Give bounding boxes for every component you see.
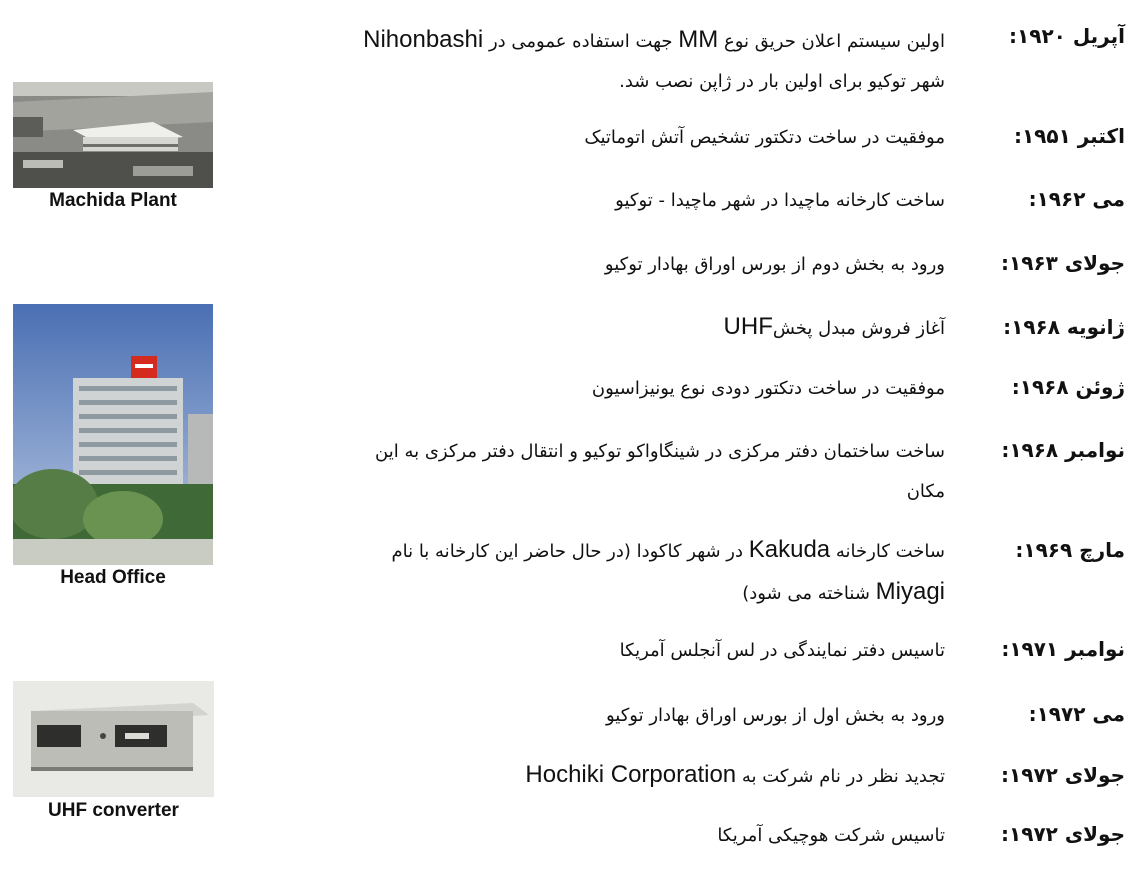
text-part: آغاز فروش مبدل پخش — [772, 318, 945, 339]
uhf-converter-caption: UHF converter — [48, 800, 179, 821]
text-part: تجدید نظر در نام شرکت به — [736, 766, 945, 787]
text-part: ساخت کارخانه — [830, 541, 945, 562]
office-building-photo — [13, 304, 213, 565]
latin-term: Miyagi — [875, 578, 945, 605]
timeline-date: آپریل ۱۹۲۰: — [1009, 24, 1125, 48]
timeline-text: تاسیس دفتر نمایندگی در لس آنجلس آمریکا — [619, 640, 945, 661]
timeline-text: ساخت ساختمان دفتر مرکزی در شینگاواکو توکیو و انتقال دفتر مرکزی به این مکان — [375, 441, 945, 502]
latin-term: UHF — [723, 313, 773, 340]
factory-photo — [13, 82, 213, 188]
text-part: در شهر کاکودا (در حال حاضر این کارخانه با نام — [391, 541, 749, 562]
timeline-date: جولای ۱۹۷۲: — [1001, 763, 1125, 787]
timeline-text: موفقیت در ساخت دتکتور تشخیص آتش اتوماتیک — [584, 127, 945, 148]
timeline-text: موفقیت در ساخت دتکتور دودی نوع یونیزاسیون — [591, 378, 945, 399]
text-part: شهر توکیو برای اولین بار در ژاپن نصب شد. — [619, 71, 945, 92]
timeline-date: ژوئن ۱۹۶۸: — [1011, 375, 1125, 399]
timeline-text: تاسیس شرکت هوچیکی آمریکا — [717, 825, 945, 846]
timeline-text: ورود به بخش دوم از بورس اوراق بهادار توکیو — [604, 254, 945, 275]
device-photo — [13, 681, 214, 797]
text-part: جهت استفاده عمومی در — [483, 31, 679, 52]
timeline-date: ژانویه ۱۹۶۸: — [1003, 315, 1125, 339]
latin-term: Nihonbashi — [363, 26, 484, 53]
text-part: شناخته می شود) — [742, 583, 876, 604]
timeline-date: مارچ ۱۹۶۹: — [1015, 538, 1125, 562]
latin-term: Kakuda — [748, 536, 831, 563]
text-part: اولین سیستم اعلان حریق نوع — [718, 31, 945, 52]
timeline-text — [355, 20, 945, 102]
timeline-text — [355, 755, 945, 797]
timeline-date: نوامبر ۱۹۷۱: — [1001, 637, 1125, 661]
head-office-caption: Head Office — [60, 567, 166, 588]
timeline-date: می ۱۹۷۲: — [1028, 702, 1125, 726]
latin-term: MM — [678, 26, 719, 53]
timeline-text: ساخت کارخانه ماچیدا در شهر ماچیدا - توکیو — [615, 190, 945, 211]
timeline-text: ورود به بخش اول از بورس اوراق بهادار توکیو — [605, 705, 945, 726]
timeline-date: می ۱۹۶۲: — [1028, 187, 1125, 211]
timeline-text — [355, 530, 945, 614]
timeline-date: اکتبر ۱۹۵۱: — [1013, 124, 1125, 148]
timeline-date: جولای ۱۹۶۳: — [1001, 251, 1125, 275]
machida-plant-caption: Machida Plant — [49, 190, 177, 211]
latin-term: Hochiki Corporation — [525, 761, 737, 788]
timeline-date: نوامبر ۱۹۶۸: — [1001, 438, 1125, 462]
timeline-date: جولای ۱۹۷۲: — [1001, 822, 1125, 846]
timeline-text — [355, 307, 945, 349]
